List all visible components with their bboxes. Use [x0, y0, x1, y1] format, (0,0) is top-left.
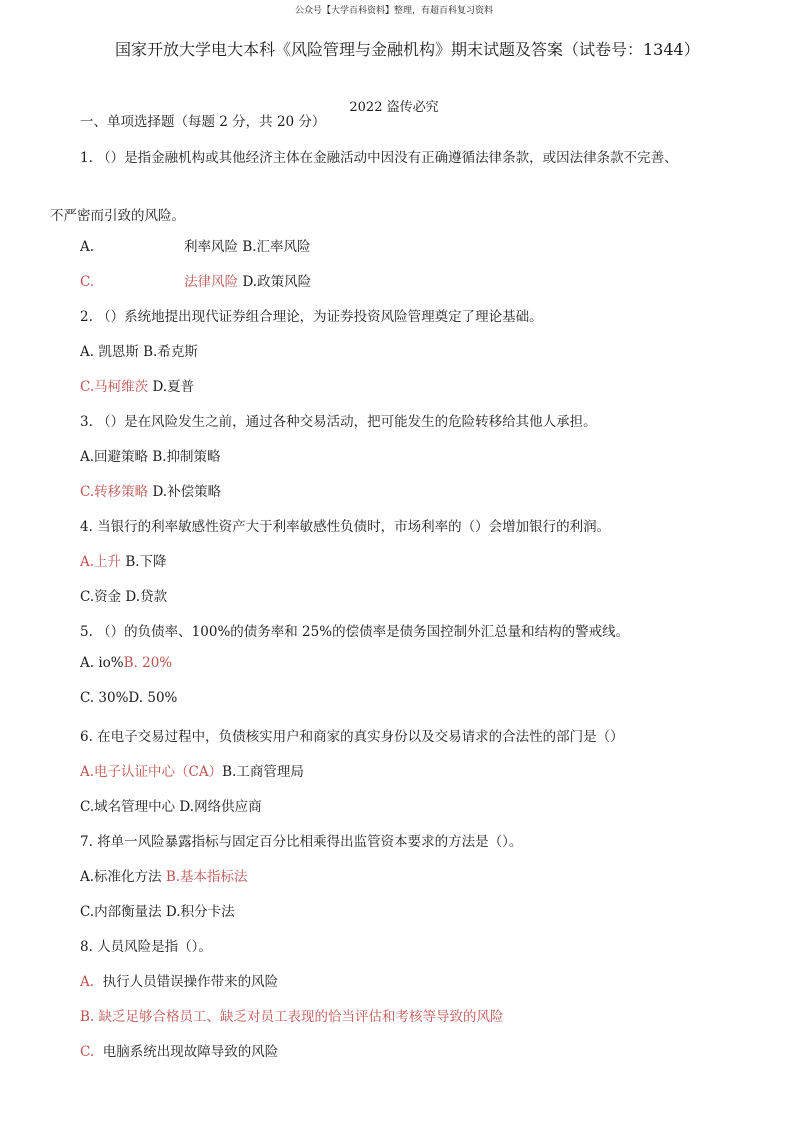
option-row: A.标准化方法 B.基本指标法 — [80, 869, 248, 885]
page-header: 公众号【大学百科资料】整理，有超百科复习资料 — [294, 6, 493, 16]
option-row: C.域名管理中心 D.网络供应商 — [80, 799, 262, 815]
option-row: C.马柯维茨 D.夏普 — [80, 379, 195, 395]
option-row: C.转移策略 D.补偿策略 — [80, 484, 222, 500]
question-5: 5. （）的负债率、100%的债务率和 25%的偿债率是债务国控制外汇总量和结构的警戒线。 — [80, 624, 630, 640]
option-row: C. 电脑系统出现故障导致的风险 — [80, 1044, 279, 1060]
option-row: C. 30%D. 50% — [80, 690, 178, 706]
question-7: 7. 将单一风险暴露指标与固定百分比相乘得出监管资本要求的方法是（）。 — [80, 834, 523, 850]
question-8: 8. 人员风险是指（）。 — [80, 939, 212, 955]
option-row: A. 凯恩斯 B.希克斯 — [80, 344, 198, 360]
question-1-cont: 不严密而引致的风险。 — [50, 208, 185, 224]
question-3: 3. （）是在风险发生之前，通过各种交易活动，把可能发生的危险转移给其他人承担。 — [80, 414, 597, 430]
subtitle: 2022 盗传必究 — [349, 100, 439, 115]
option-row: A.电子认证中心（CA）B.工商管理局 — [80, 764, 304, 780]
option-row: C.资金 D.贷款 — [80, 589, 168, 605]
option-row: A. io%B. 20% — [80, 655, 173, 671]
option-row: A. 利率风险 B.汇率风险 — [80, 239, 311, 255]
option-row: B. 缺乏足够合格员工、缺乏对员工表现的恰当评估和考核等导致的风险 — [80, 1009, 504, 1025]
option-row: A.上升 B.下降 — [80, 554, 167, 570]
question-1: 1. （）是指金融机构或其他经济主体在金融活动中因没有正确遵循法律条款，或因法律条款不完善、 — [80, 150, 678, 166]
question-6: 6. 在电子交易过程中，负债核实用户和商家的真实身份以及交易请求的合法性的部门是（） — [80, 729, 624, 745]
option-row: C.内部衡量法 D.积分卡法 — [80, 904, 235, 920]
option-row: C. 法律风险 D.政策风险 — [80, 274, 312, 290]
section-heading: 一、单项选择题（每题 2 分，共 20 分） — [80, 114, 326, 130]
option-row: A. 执行人员错误操作带来的风险 — [80, 974, 279, 990]
document-title: 国家开放大学电大本科《风险管理与金融机构》期末试题及答案（试卷号：1344） — [115, 40, 700, 59]
question-2: 2. （）系统地提出现代证券组合理论，为证券投资风险管理奠定了理论基础。 — [80, 309, 543, 325]
question-4: 4. 当银行的利率敏感性资产大于利率敏感性负债时，市场利率的（）会增加银行的利润。 — [80, 519, 611, 535]
option-row: A.回避策略 B.抑制策略 — [80, 449, 221, 465]
